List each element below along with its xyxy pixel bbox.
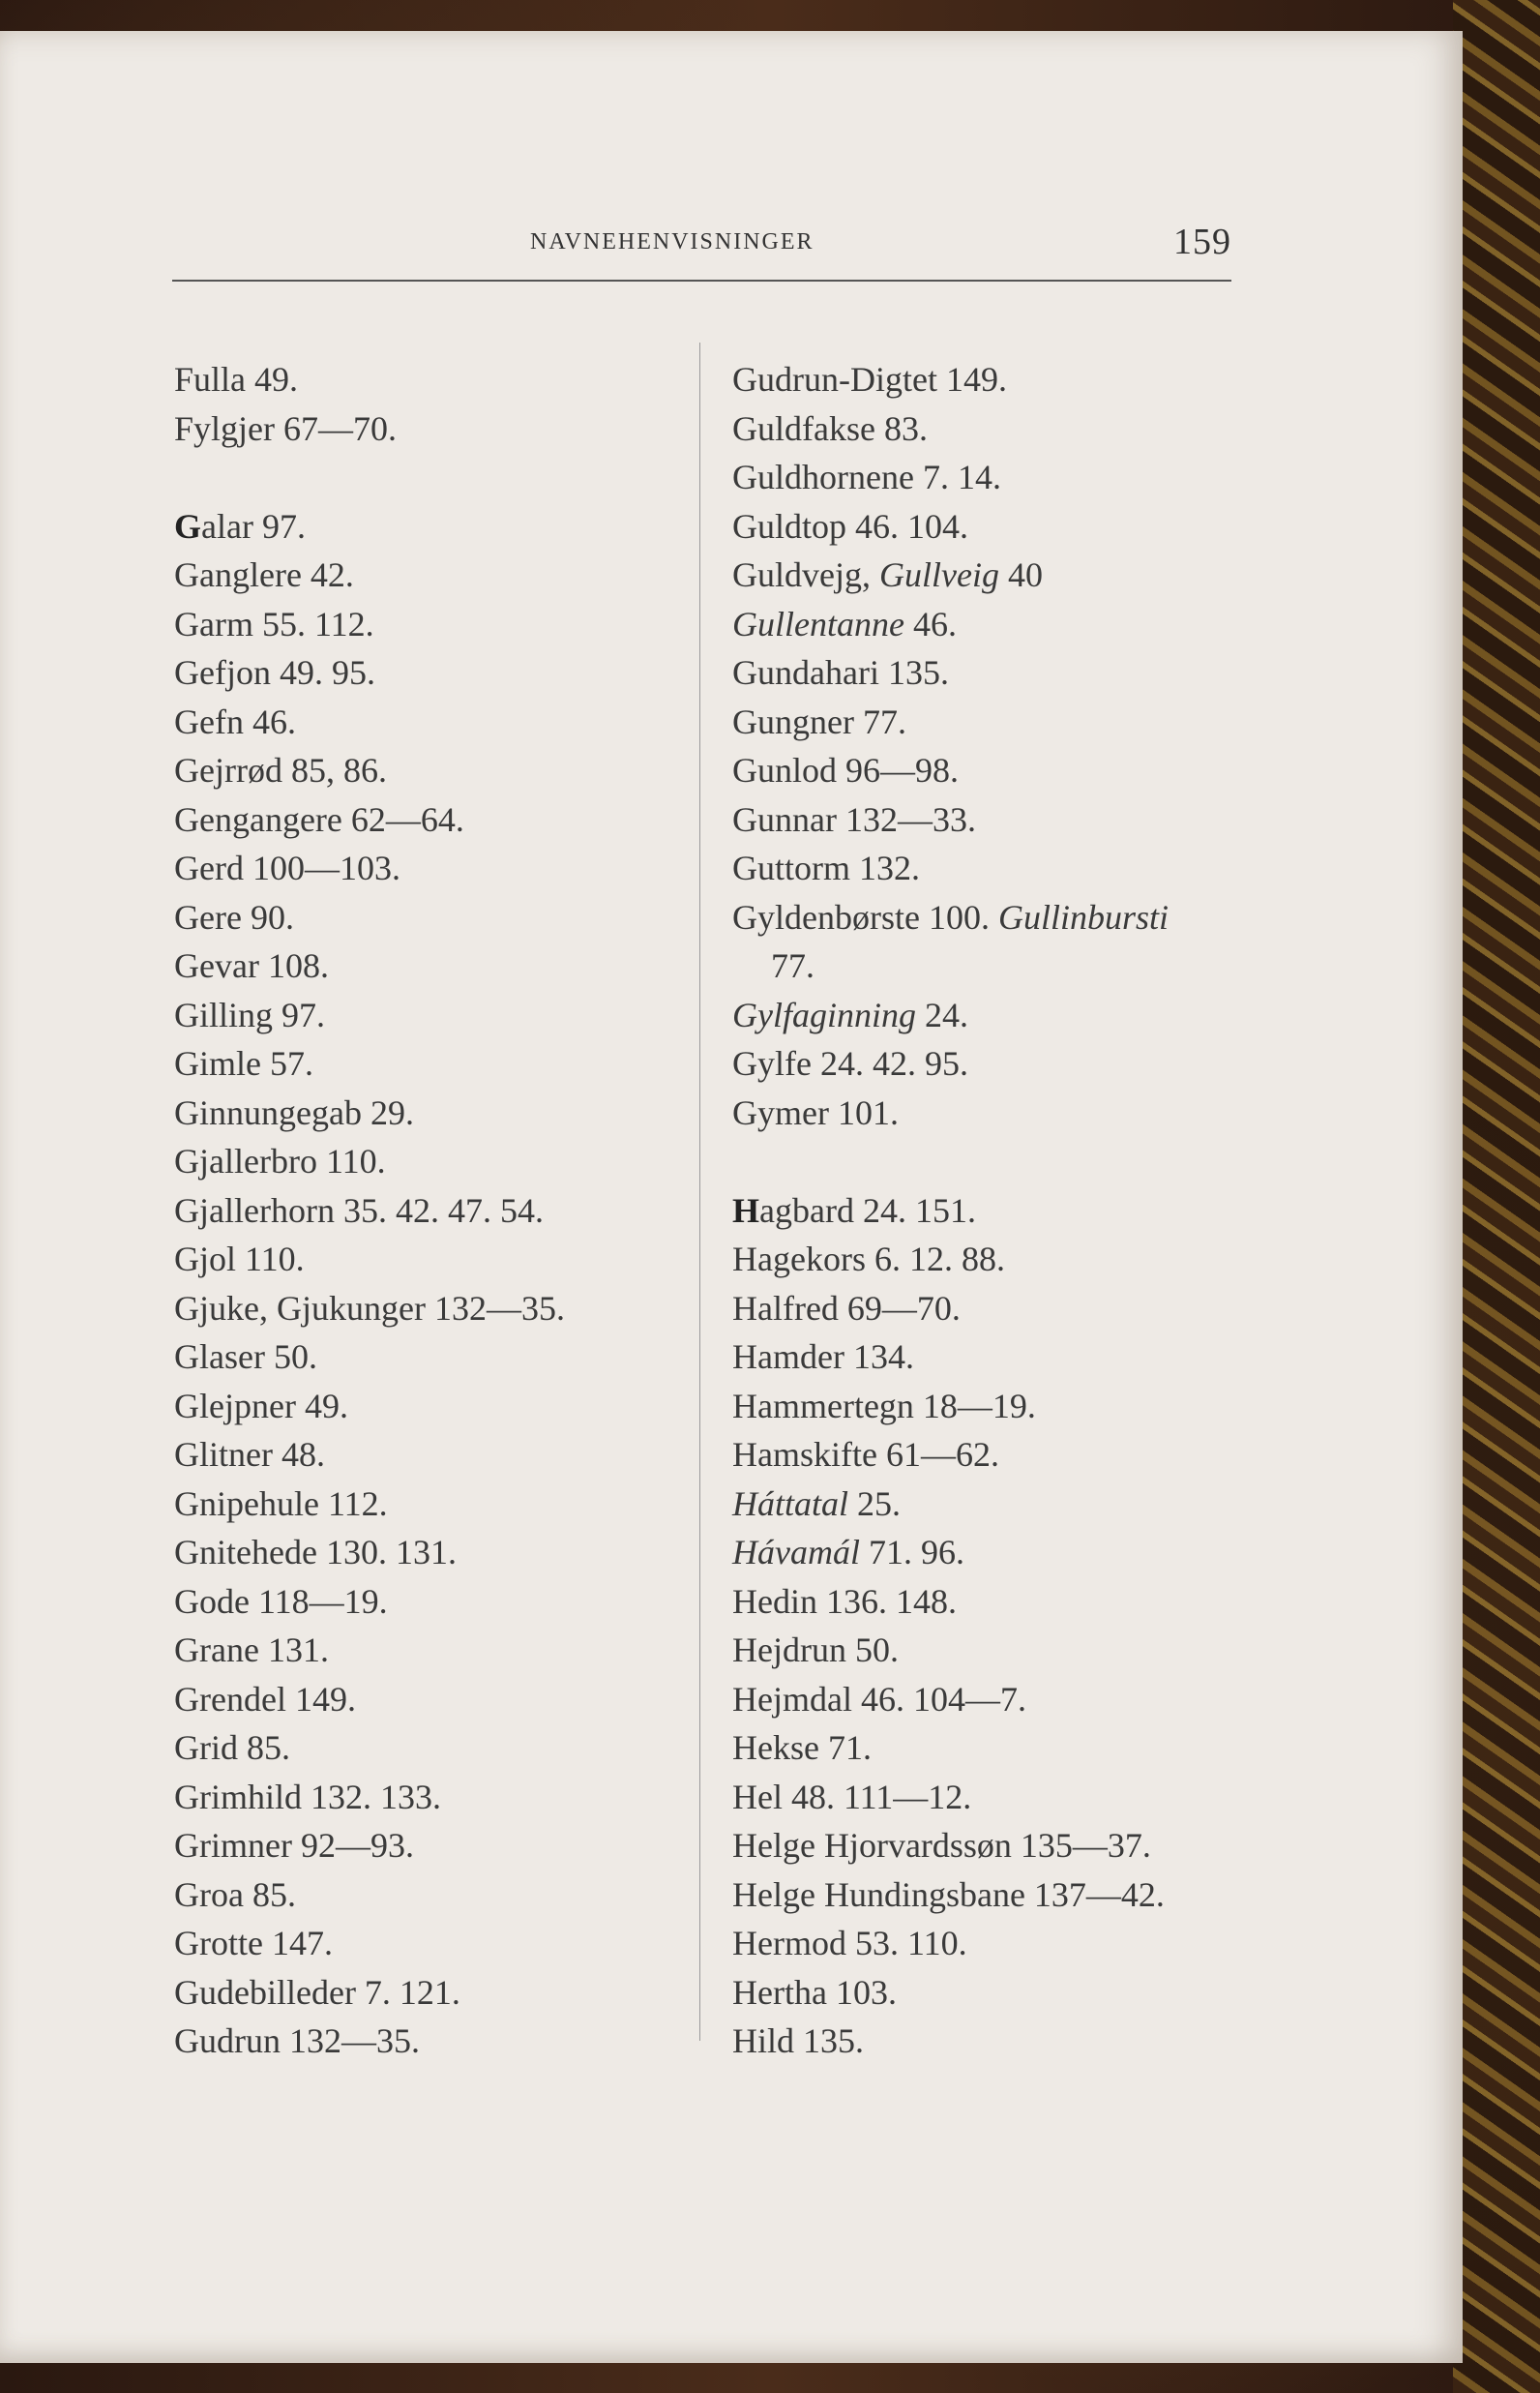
index-entry-text: Gjol 110.: [174, 1240, 305, 1278]
index-entry: [732, 453, 1274, 502]
index-entry-title-italic: Gullinbursti: [997, 897, 1169, 937]
index-entry-text: Guldhornene 7. 14.: [732, 458, 1001, 496]
index-entry-text: Hermod 53. 110.: [732, 1924, 967, 1962]
index-entry-text: Gyldenbørste 100.: [732, 897, 998, 937]
index-entry-text: Gundahari 135.: [732, 653, 949, 692]
index-entry-text: Glejpner 49.: [174, 1386, 348, 1425]
index-entry: [732, 1773, 1274, 1822]
index-entry: [732, 1968, 1274, 2018]
index-entry: [732, 795, 1274, 845]
index-entry: [732, 1332, 1274, 1382]
index-entry-text: Gunlod 96—98.: [732, 751, 959, 790]
index-entry-text: Gefjon 49. 95.: [174, 653, 375, 692]
index-entry-text: Hamder 134.: [732, 1337, 914, 1376]
index-entry-text: alar 97.: [201, 506, 306, 546]
index-entry: [174, 893, 677, 942]
index-entry: [732, 844, 1274, 893]
index-entry-text: Grotte 147.: [174, 1924, 333, 1962]
index-entry-text: Ganglere 42.: [174, 555, 354, 594]
index-entry: [174, 1284, 677, 1333]
index-entry: [174, 1870, 677, 1920]
index-entry-text: Gere 90.: [174, 897, 294, 937]
index-entry: [732, 1675, 1274, 1724]
page: [0, 31, 1463, 2363]
index-entry: [732, 1577, 1274, 1627]
index-entry: [732, 698, 1274, 747]
index-entry: [732, 551, 1274, 600]
index-entry: [174, 1773, 677, 1822]
running-title: NAVNEHENVISNINGER: [530, 229, 814, 254]
index-entry-text: Gudrun 132—35.: [174, 2021, 420, 2060]
index-entry: [174, 600, 677, 649]
index-entry-text: Gudrun-Digtet 149.: [732, 360, 1007, 399]
index-entry: [174, 1480, 677, 1529]
index-entry-text: Glaser 50.: [174, 1337, 317, 1376]
index-entry-text: Gerd 100—103.: [174, 849, 400, 887]
index-entry: [174, 2017, 677, 2066]
index-entry-text: Hertha 103.: [732, 1972, 897, 2012]
index-entry: [174, 1528, 677, 1577]
index-entry-text: Gunnar 132—33.: [732, 799, 976, 839]
index-entry-text: Hel 48. 111—12.: [732, 1777, 972, 1816]
index-entry: [732, 355, 1274, 404]
index-entry: [732, 404, 1274, 454]
index-entry: [732, 1821, 1274, 1870]
index-entry-title-italic: Hávamál: [732, 1533, 860, 1571]
index-entry-text: Grendel 149.: [174, 1679, 356, 1719]
index-entry: [174, 502, 677, 552]
index-entry-title-italic: Gullveig: [878, 555, 999, 594]
index-entry-text: Gungner 77.: [732, 702, 906, 741]
index-entry-text: Hedin 136. 148.: [732, 1581, 957, 1621]
index-entry: [174, 551, 677, 600]
index-entry-text: Gymer 101.: [732, 1092, 899, 1132]
index-entry-text: Gevar 108.: [174, 946, 329, 985]
index-entry: [732, 1480, 1274, 1529]
index-entry-text: Hild 135.: [732, 2021, 865, 2060]
index-entry: [732, 746, 1274, 795]
index-entry-text: Grid 85.: [174, 1728, 290, 1767]
index-entry-text: Gilling 97.: [174, 995, 326, 1034]
index-entry-title-italic: Gylfaginning: [732, 995, 916, 1034]
index-entry: [174, 1968, 677, 2018]
index-entry-text: Groa 85.: [174, 1874, 296, 1914]
index-entry: [174, 1430, 677, 1480]
index-entry: [174, 648, 677, 698]
index-entry-text: Glitner 48.: [174, 1435, 325, 1474]
section-gap: [732, 1137, 1274, 1186]
index-entry: [732, 893, 1274, 942]
index-entry-text: Hejdrun 50.: [732, 1630, 899, 1669]
index-entry: [732, 1528, 1274, 1577]
index-entry-text: Gejrrød 85, 86.: [174, 751, 387, 790]
index-entry: [732, 1870, 1274, 1920]
index-entry-text: Grimhild 132. 133.: [174, 1777, 441, 1816]
index-entry-text: agbard 24. 151.: [759, 1190, 976, 1230]
index-entry-text: Gjallerhorn 35. 42. 47. 54.: [174, 1190, 544, 1230]
index-entry: [174, 795, 677, 845]
index-column-left: [174, 355, 677, 2066]
index-entry-text: Hamskifte 61—62.: [732, 1435, 999, 1474]
index-entry-text: Ginnungegab 29.: [174, 1092, 414, 1132]
index-entry: [174, 1235, 677, 1284]
index-entry: [174, 1675, 677, 1724]
index-entry-text: Guldfakse 83.: [732, 408, 928, 448]
index-entry: [174, 844, 677, 893]
index-column-right: [732, 355, 1274, 2066]
header-rule: [172, 280, 1231, 282]
index-entry-text: Hekse 71.: [732, 1728, 872, 1767]
index-entry: [174, 355, 677, 404]
index-entry: [174, 991, 677, 1040]
index-entry-text: 40: [998, 555, 1043, 594]
section-initial: H: [732, 1190, 760, 1230]
index-entry: [174, 1137, 677, 1186]
index-entry: [174, 698, 677, 747]
index-entry: [732, 502, 1274, 552]
index-entry-text: Guttorm 132.: [732, 849, 920, 887]
index-entry-text: 24.: [915, 995, 968, 1034]
index-entry: [174, 746, 677, 795]
index-entry: [732, 648, 1274, 698]
index-entry-text: Hammertegn 18—19.: [732, 1386, 1036, 1425]
index-entry-title-italic: Háttatal: [732, 1483, 849, 1523]
index-entry-text: Gengangere 62—64.: [174, 799, 464, 839]
index-entry: [174, 1723, 677, 1773]
index-entry-text: Gudebilleder 7. 121.: [174, 1972, 460, 2012]
index-entry: [174, 942, 677, 991]
index-entry-text: Hejmdal 46. 104—7.: [732, 1679, 1026, 1719]
index-entry-text: 46.: [903, 604, 957, 643]
index-entry-text: Grane 131.: [174, 1630, 329, 1669]
index-entry: [174, 1332, 677, 1382]
index-entry-text: 71. 96.: [859, 1533, 964, 1571]
index-entry: [732, 942, 1274, 991]
index-entry-text: Guldtop 46. 104.: [732, 506, 969, 546]
index-entry-text: 25.: [848, 1483, 902, 1523]
index-entry-text: Gjuke, Gjukunger 132—35.: [174, 1288, 565, 1328]
index-entry: [174, 1089, 677, 1138]
column-divider: [699, 343, 700, 2041]
index-entry: [174, 1577, 677, 1627]
section-initial: G: [174, 506, 202, 546]
index-entry: [732, 1919, 1274, 1968]
index-entry: [174, 1919, 677, 1968]
index-entry-text: Gode 118—19.: [174, 1581, 388, 1621]
index-entry-text: Gnipehule 112.: [174, 1483, 388, 1523]
index-entry-text: Guldvejg,: [732, 555, 879, 594]
index-entry: [732, 1626, 1274, 1675]
index-entry: [732, 1284, 1274, 1333]
index-entry-text: Halfred 69—70.: [732, 1288, 961, 1328]
index-entry-text: Helge Hundingsbane 137—42.: [732, 1874, 1165, 1914]
index-entry-title-italic: Gullentanne: [732, 604, 904, 643]
index-entry: [174, 1039, 677, 1089]
book-cover-edge: [1453, 0, 1540, 2393]
index-entry-text: Fulla 49.: [174, 360, 299, 399]
index-entry: [732, 1430, 1274, 1480]
index-entry: [174, 404, 677, 454]
index-entry: [732, 1723, 1274, 1773]
index-entry: [174, 1186, 677, 1236]
index-entry: [732, 991, 1274, 1040]
page-number: 159: [1173, 222, 1231, 262]
section-gap: [174, 453, 677, 502]
index-entry-text: Hagekors 6. 12. 88.: [732, 1240, 1005, 1278]
index-entry: [174, 1821, 677, 1870]
index-entry-text: Gnitehede 130. 131.: [174, 1533, 457, 1571]
index-entry-text: Grimner 92—93.: [174, 1826, 414, 1865]
index-entry-text: Gefn 46.: [174, 702, 296, 741]
index-entry: [732, 1186, 1274, 1236]
index-entry-text: Garm 55. 112.: [174, 604, 374, 643]
index-entry: [732, 1089, 1274, 1138]
index-entry-text: Fylgjer 67—70.: [174, 408, 397, 448]
index-entry-text: Gylfe 24. 42. 95.: [732, 1044, 968, 1083]
index-entry: [174, 1626, 677, 1675]
index-entry: [732, 1382, 1274, 1431]
index-entry: [732, 600, 1274, 649]
index-entry: [174, 1382, 677, 1431]
index-entry: [732, 1235, 1274, 1284]
index-entry: [732, 2017, 1274, 2066]
index-entry-text: Helge Hjorvardssøn 135—37.: [732, 1826, 1151, 1865]
index-entry-text: Gimle 57.: [174, 1044, 313, 1083]
index-entry-text: 77.: [771, 946, 814, 985]
index-entry: [732, 1039, 1274, 1089]
index-entry-text: Gjallerbro 110.: [174, 1142, 386, 1181]
